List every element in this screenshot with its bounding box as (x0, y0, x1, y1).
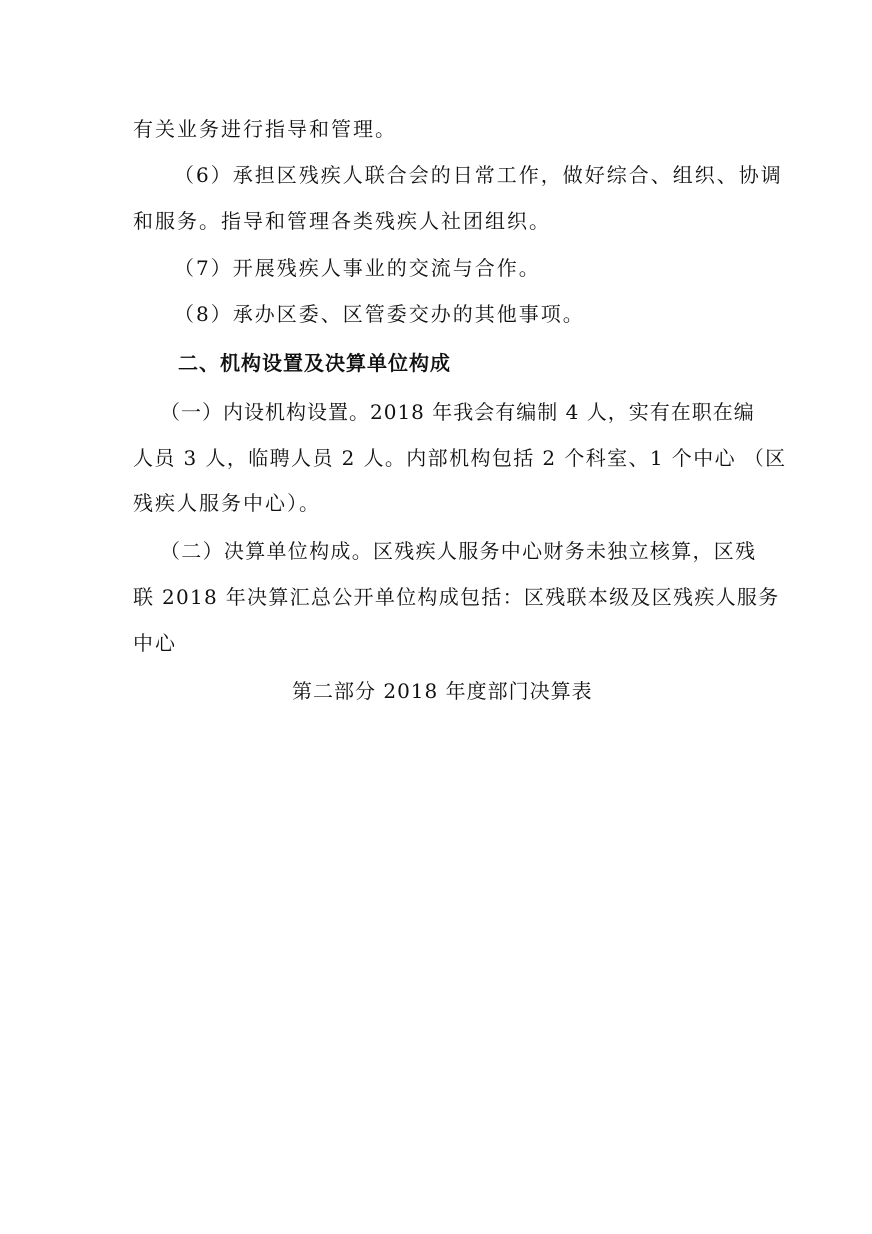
paragraph-line: 和服务。指导和管理各类残疾人社团组织。 (133, 209, 551, 233)
paragraph-line: 中心 (133, 631, 177, 655)
paragraph-line: 人员 3 人，临聘人员 2 人。内部机构包括 2 个科室、1 个中心 （区 (133, 446, 787, 470)
paragraph-line: 有关业务进行指导和管理。 (133, 117, 397, 141)
paragraph-line-final-account-units: （二）决算单位构成。区残疾人服务中心财务未独立核算，区残 (160, 539, 757, 563)
section-heading: 二、机构设置及决算单位构成 (178, 351, 451, 375)
paragraph-line-internal-structure: （一）内设机构设置。2018 年我会有编制 4 人，实有在职在编 (160, 400, 755, 424)
paragraph-line-item-8: （8）承办区委、区管委交办的其他事项。 (174, 302, 585, 326)
paragraph-line: 残疾人服务中心）。 (133, 491, 321, 515)
paragraph-line: 联 2018 年决算汇总公开单位构成包括：区残联本级及区残疾人服务 (133, 585, 780, 609)
part-title: 第二部分 2018 年度部门决算表 (292, 679, 593, 703)
paragraph-line-item-6: （6）承担区残疾人联合会的日常工作，做好综合、组织、协调 (174, 163, 783, 187)
paragraph-line-item-7: （7）开展残疾人事业的交流与合作。 (174, 256, 541, 280)
